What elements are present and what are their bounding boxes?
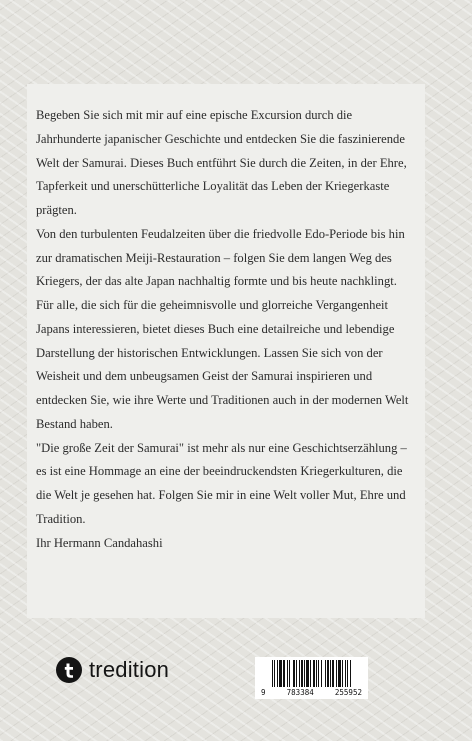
publisher-name: tredition <box>89 657 170 682</box>
back-cover-blurb-panel <box>27 84 425 618</box>
blurb-text <box>36 104 409 555</box>
isbn-digits <box>259 687 364 698</box>
isbn-digit-group-1: 783384 <box>286 688 314 697</box>
blurb-paragraph-4: "Die große Zeit der Samurai" ist mehr als nur eine Geschichtserzählung – es ist eine Hommage an eine der beeindruckendsten Kriegerkulturen, die die Welt je gesehen hat. Folgen Sie mir in eine Welt voller Mut, Ehre und Tradition. <box>36 440 407 526</box>
blurb-paragraph-2: Von den turbulenten Feudalzeiten über die friedvolle Edo-Periode bis hin zur dramatischen Meiji-Restauration – folgen Sie dem langen Weg des Kriegers, der das alte Japan nachhaltig formte und bis heute nachklingt. <box>36 226 405 289</box>
isbn-digit-group-2: 255952 <box>334 688 362 697</box>
isbn-digit-prefix: 9 <box>261 688 266 697</box>
publisher-logo <box>56 657 169 683</box>
blurb-paragraph-3: Für alle, die sich für die geheimnisvolle und glorreiche Vergangenheit Japans interessieren, bietet dieses Buch eine detailreiche und lebendige Darstellung der historischen Entwicklungen. Lassen Sie sich von der Weisheit und dem unbeugsamen Geist der Samurai inspirieren und entdecken Sie, wie ihre Werte und Traditionen auch in der modernen Welt Bestand haben. <box>36 298 409 431</box>
isbn-barcode <box>255 657 368 699</box>
blurb-paragraph-1: Begeben Sie sich mit mir auf eine epische Excursion durch die Jahrhunderte japanischer Geschichte und entdecken Sie die faszinierende Welt der Samurai. Dieses Buch entführt Sie durch die Zeiten, in der Ehre, Tapferkeit und unerschütterliche Loyalität das Leben der Kriegerkaste prägten. <box>36 108 407 217</box>
tredition-t-icon <box>56 657 82 683</box>
author-signature: Ihr Hermann Candahashi <box>36 535 163 550</box>
barcode-bars <box>259 660 364 687</box>
